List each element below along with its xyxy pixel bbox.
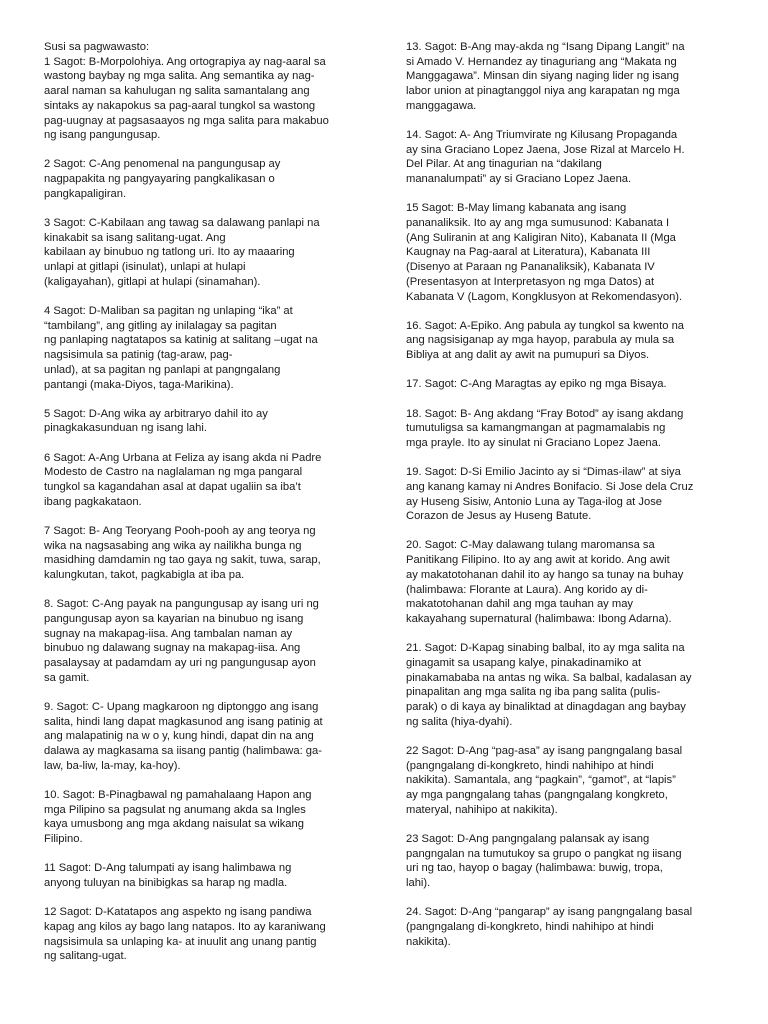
answer-10: 10. Sagot: B-Pinagbawal ng pamahalaang Hapon ang mga Pilipino sa pagsulat ng anumang akda sa Ingles kaya umusbong ang mga akdang naisulat sa wikang Filipino. <box>44 789 312 846</box>
answer-19: 19. Sagot: D-Si Emilio Jacinto ay si “Dimas-ilaw” at siya ang kanang kamay ni Andres Bonifacio. Si Jose dela Cruz ay Huseng Sisiw, Antonio Luna ay Taga-ilog at Jose Corazon de Jesus ay Huseng Batute. <box>406 466 694 523</box>
answer-23: 23 Sagot: D-Ang pangngalang palansak ay isang pangngalan na tumutukoy sa grupo o pangkat ng iisang uri ng tao, hayop o bagay (halimbawa: buwig, tropa, lahi). <box>406 832 682 890</box>
answer-22: 22 Sagot: D-Ang “pag-asa” ay isang pangngalang basal (pangngalang di-kongkreto, hindi nahihipo at hindi nakikita). Samantala, ang “pagkain”, “gamot”, at “lapis” ay mga pangngalang tahas (pangngalang kongkreto, materyal, nahihipo at nakikita). <box>406 744 683 816</box>
answer-14: 14. Sagot: A- Ang Triumvirate ng Kilusang Propaganda ay sina Graciano Lopez Jaena, Jose Rizal at Marcelo H. Del Pilar. At ang tinagurian na “dakilang mananalumpati” ay si Graciano Lopez Jaena. <box>406 129 685 186</box>
left-column <box>44 40 364 979</box>
answer-5: 5 Sagot: D-Ang wika ay arbitraryo dahil ito ay pinagkakasunduan ng isang lahi. <box>44 407 268 435</box>
answer-12: 12 Sagot: D-Katatapos ang aspekto ng isang pandiwa kapag ang kilos ay bago lang natapos. Ito ay karaniwang nagsisimula sa unlaping ka- at inuulit ang unang pantig ng salitang-ugat. <box>44 906 326 963</box>
document-heading: Susi sa pagwawasto: <box>44 41 150 53</box>
answer-21: 21. Sagot: D-Kapag sinabing balbal, ito ay mga salita na ginagamit sa usapang kalye, pinakadinamiko at pinakamababa na antas ng wika. Sa balbal, kadalasan ay pinapalitan ang mga salita ng iba pang salita (pulis- parak) o di kaya ay binaliktad at dinagdagan ang baybay ng salita (hiya-dyahi). <box>406 642 692 728</box>
answer-3: 3 Sagot: C-Kabilaan ang tawag sa dalawang panlapi na kinakabit sa isang salitang-ugat. Ang kabilaan ay binubuo ng tatlong uri. Ito ay maaaring unlapi at gitlapi (isinulat), unlapi at hulapi (kaligayahan), gitlapi at hulapi (sinamahan). <box>44 217 320 288</box>
answer-17: 17. Sagot: C-Ang Maragtas ay epiko ng mga Bisaya. <box>406 378 667 391</box>
answer-13: 13. Sagot: B-Ang may-akda ng “Isang Dipang Langit” na si Amado V. Hernandez ay tinaguriang ang “Makata ng Manggagawa”. Minsan din siyang naging lider ng isang labor union at pinagtanggol niya ang karapatan ng mga manggagawa. <box>406 41 685 112</box>
answer-11: 11 Sagot: D-Ang talumpati ay isang halimbawa ng anyong tuluyan na binibigkas sa harap ng madla. <box>44 862 292 890</box>
answer-24: 24. Sagot: D-Ang “pangarap” ay isang pangngalang basal (pangngalang di-kongkreto, hindi nahihipo at hindi nakikita). <box>406 906 693 948</box>
answer-8: 8. Sagot: C-Ang payak na pangungusap ay isang uri ng pangungusap ayon sa kayarian na binubuo ng isang sugnay na makapag-iisa. Ang tambalan naman ay binubuo ng dalawang sugnay na makapag-iisa. Ang pasalaysay at padamdam ay uri ng pangungusap ayon sa gamit. <box>44 598 319 684</box>
answer-9: 9. Sagot: C- Upang magkaroon ng diptonggo ang isang salita, hindi lang dapat magkasunod ang isang patinig at ang malapatinig na w o y, kung hindi, dapat din na ang dalawa ay magkasama sa iisang pantig (halimbawa: ga- law, ba-liw, la-may, ka-hoy). <box>44 701 323 772</box>
answer-7: 7 Sagot: B- Ang Teoryang Pooh-pooh ay ang teorya ng wika na nagsasabing ang wika ay nailikha bunga ng masidhing damdamin ng tao gaya ng sakit, tuwa, sarap, kalungkutan, takot, pagkabigla at iba pa. <box>44 524 321 582</box>
right-column <box>406 40 728 964</box>
answer-18: 18. Sagot: B- Ang akdang “Fray Botod” ay isang akdang tumutuligsa sa kamangmangan at pagmamalabis ng mga prayle. Ito ay sinulat ni Graciano Lopez Jaena. <box>406 407 684 449</box>
answer-16: 16. Sagot: A-Epiko. Ang pabula ay tungkol sa kwento na ang nagsisiganap ay mga hayop, parabula ay mula sa Bibliya at ang dalit ay awit na pumupuri sa Diyos. <box>406 319 685 362</box>
answer-4: 4 Sagot: D-Maliban sa pagitan ng unlaping “ika” at “tambilang”, ang gitling ay inilalagay sa pagitan ng panlaping nagtatapos sa katinig at salitang –ugat na nagsisimula sa patinig (tag-araw, pag- unlad), at sa pagitan ng panlapi at pangngalang pantangi (maka-Diyos, taga-Marikina). <box>44 305 318 391</box>
answer-1: 1 Sagot: B-Morpolohiya. Ang ortograpiya ay nag-aaral sa wastong baybay ng mga salita. Ang semantika ay nag- aaral naman sa kahulugan ng salita samantalang ang sintaks ay nakapokus sa pag-aaral tungkol sa wastong pag-uugnay at pagsasaayos ng mga salita para makabuo ng isang pangungusap. <box>44 55 329 142</box>
answer-2: 2 Sagot: C-Ang penomenal na pangungusap ay nagpapakita ng pangyayaring pangkalikasan o pangkapaligiran. <box>44 158 281 200</box>
answer-15: 15 Sagot: B-May limang kabanata ang isang pananaliksik. Ito ay ang mga sumusunod: Kabanata I (Ang Suliranin at ang Kaligiran Nito), Kabanata II (Mga Kaugnay na Pag-aaral at Literatura), Kabanata III (Disenyo at Paraan ng Pananaliksik), Kabanata IV (Presentasyon at Interpretasyon ng mga Datos) at Kabanata V (Lagom, Kongklusyon at Rekomendasyon). <box>406 202 683 303</box>
answer-6: 6 Sagot: A-Ang Urbana at Feliza ay isang akda ni Padre Modesto de Castro na naglalaman ng mga pangaral tungkol sa kagandahan asal at dapat ugaliin sa iba’t ibang pagkakataon. <box>44 451 322 508</box>
answer-20: 20. Sagot: C-May dalawang tulang maromansa sa Panitikang Filipino. Ito ay ang awit at korido. Ang awit ay makatotohanan dahil ito ay hango sa tunay na buhay (halimbawa: Florante at Laura). Ang korido ay di- makatotohanan dahil ang mga tauhan ay may kakayahang supernatural (halimbawa: Ibong Adarna). <box>406 539 684 625</box>
